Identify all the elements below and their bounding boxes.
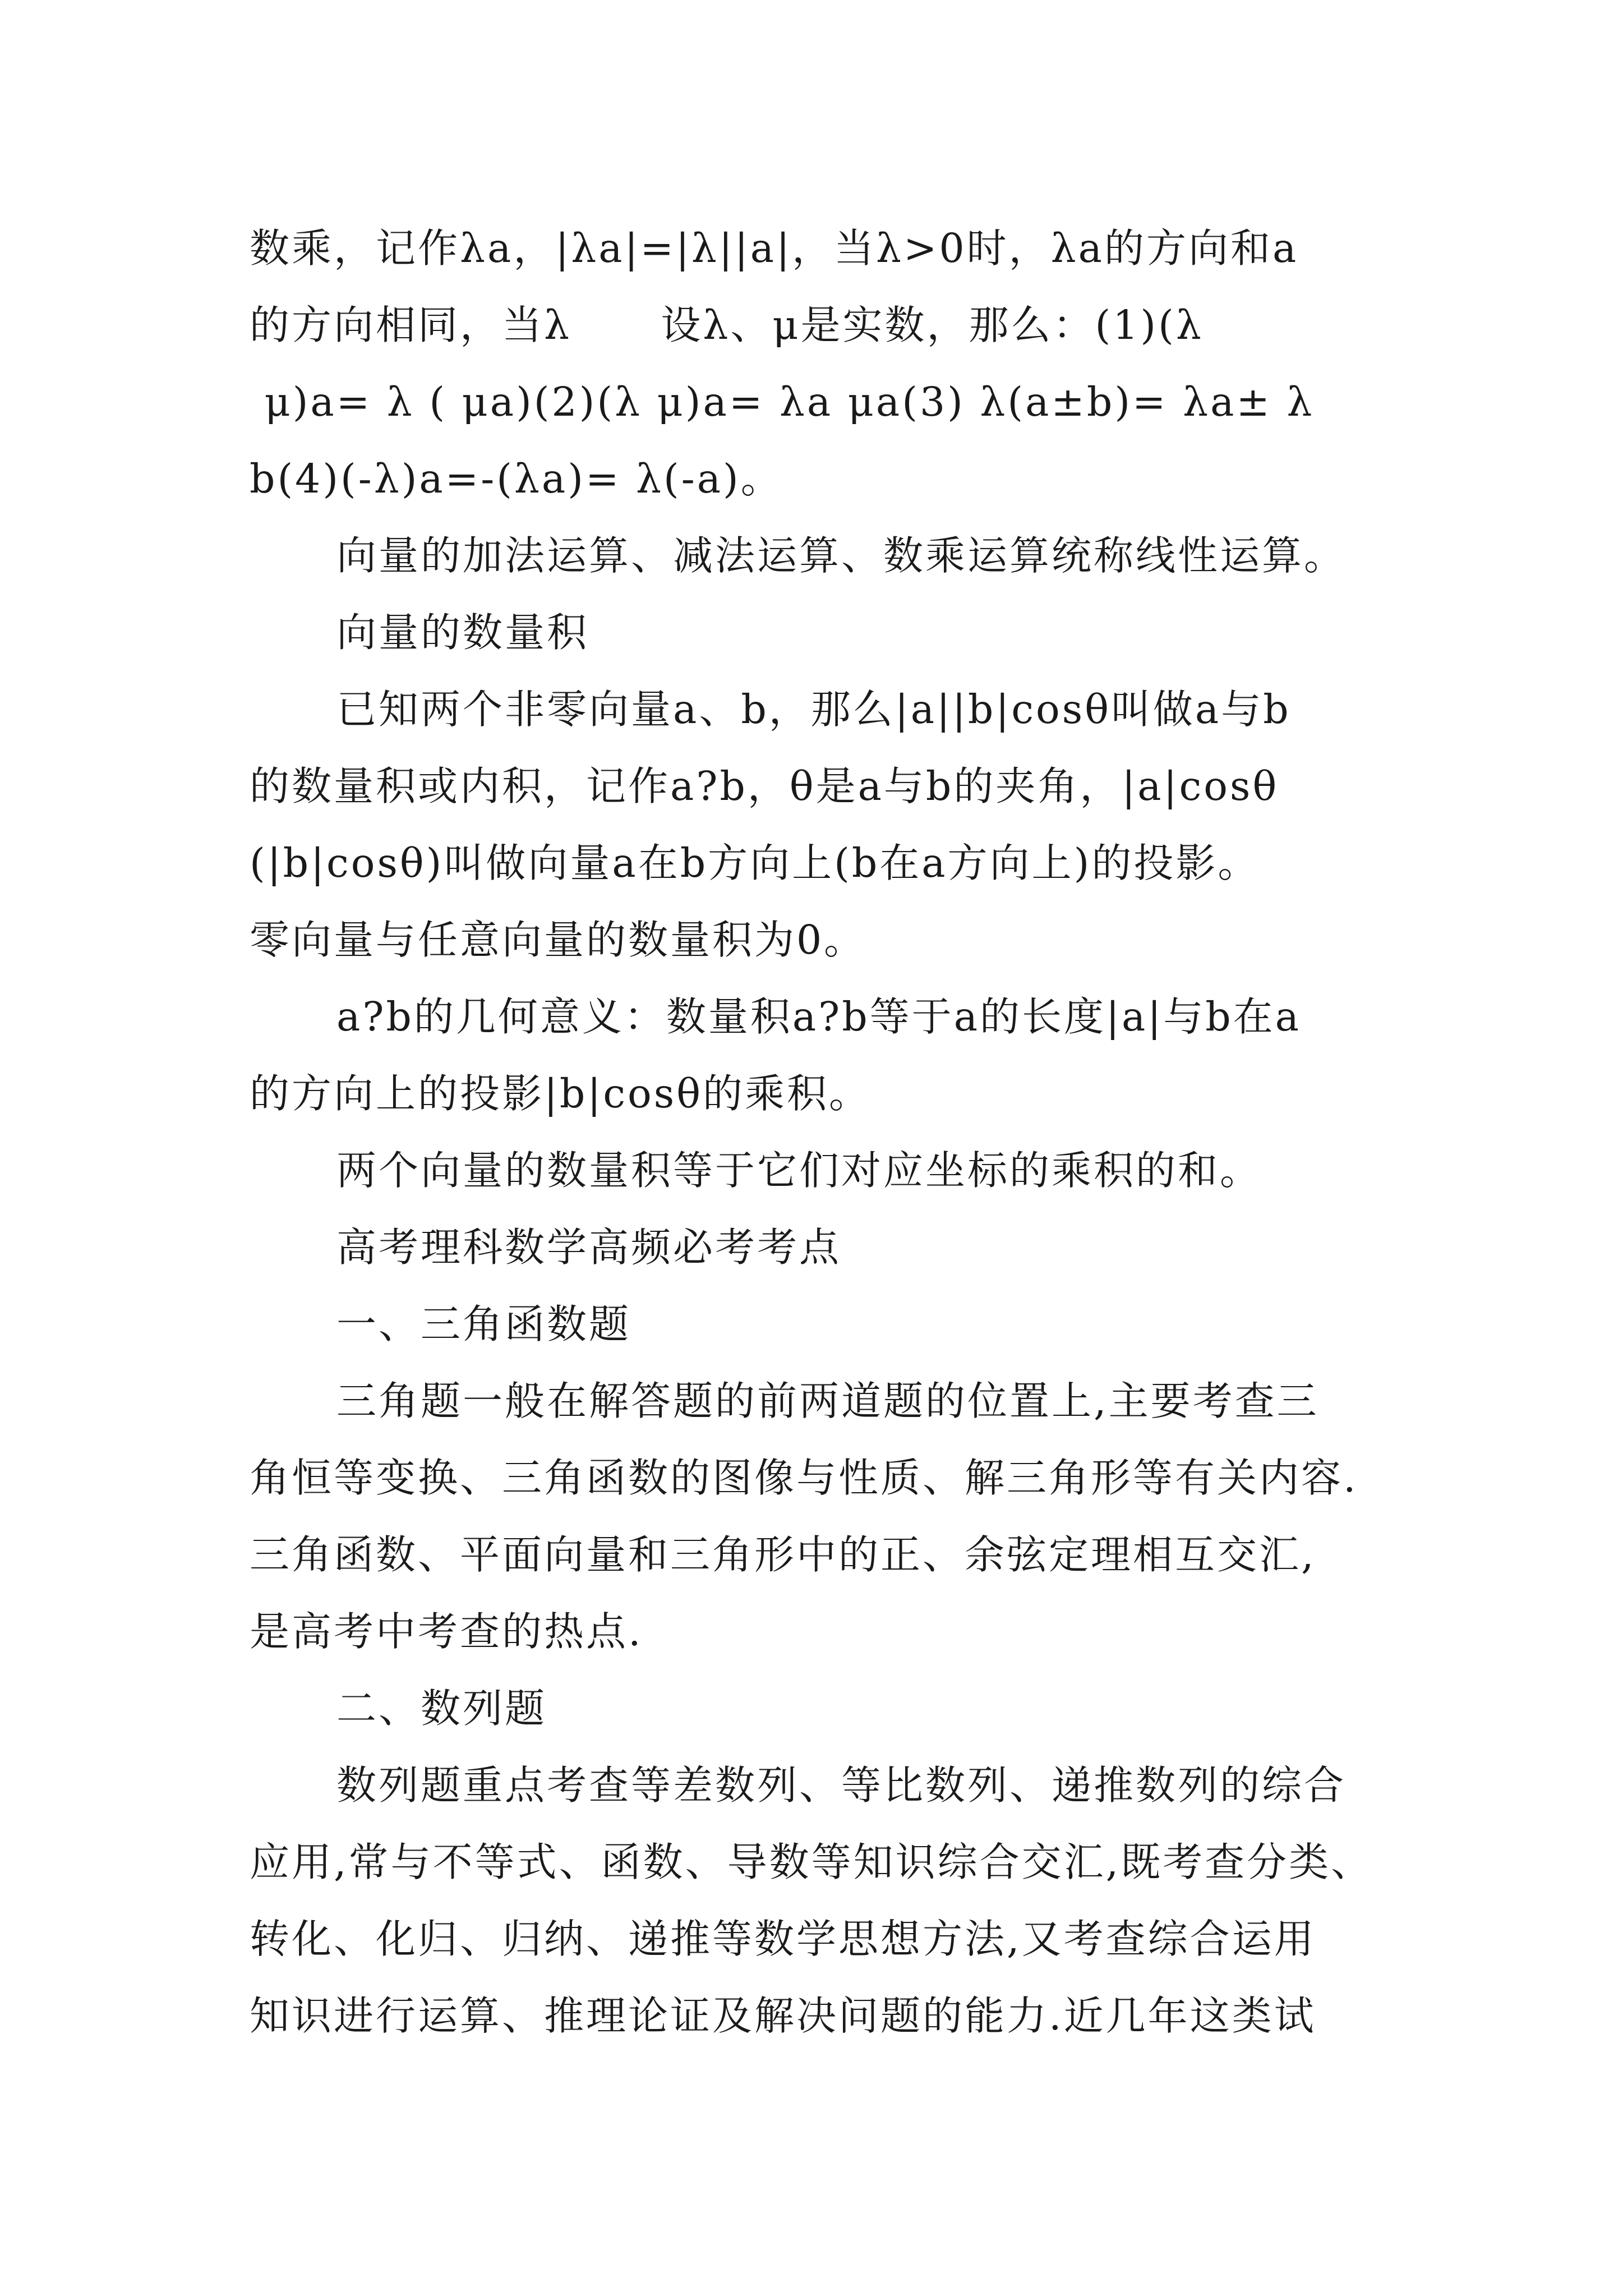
text-line: 是高考中考查的热点. <box>250 1608 643 1655</box>
paragraph-line: 两个向量的数量积等于它们对应坐标的乘积的和。 <box>336 1147 1262 1194</box>
text-line: 的数量积或内积，记作a?b，θ是a与b的夹角，|a|cosθ <box>250 763 1279 809</box>
section-heading: 向量的数量积 <box>336 609 589 656</box>
paragraph-line: 数列题重点考查等差数列、等比数列、递推数列的综合 <box>336 1762 1347 1809</box>
text-line: 零向量与任意向量的数量积为0。 <box>250 917 866 963</box>
text-line: 数乘，记作λa，|λa|=|λ||a|，当λ>0时，λa的方向和a <box>250 225 1299 272</box>
paragraph-line: 已知两个非零向量a、b，那么|a||b|cosθ叫做a与b <box>336 686 1291 733</box>
text-line: 知识进行运算、推理论证及解决问题的能力.近几年这类试 <box>250 1993 1316 2039</box>
text-line: 的方向上的投影|b|cosθ的乘积。 <box>250 1070 871 1117</box>
section-heading: 高考理科数学高频必考考点 <box>336 1224 842 1271</box>
text-line: 角恒等变换、三角函数的图像与性质、解三角形等有关内容. <box>250 1455 1358 1501</box>
text-line: μ)a= λ ( μa)(2)(λ μ)a= λa μa(3) λ(a±b)= λa± λ <box>250 379 1315 425</box>
text-line: 转化、化归、归纳、递推等数学思想方法,又考查综合运用 <box>250 1916 1316 1962</box>
text-line: 三角函数、平面向量和三角形中的正、余弦定理相互交汇, <box>250 1531 1316 1578</box>
text-line: (|b|cosθ)叫做向量a在b方向上(b在a方向上)的投影。 <box>250 840 1260 886</box>
section-heading: 一、三角函数题 <box>336 1301 631 1347</box>
section-heading: 二、数列题 <box>336 1685 547 1732</box>
text-line: 应用,常与不等式、函数、导数等知识综合交汇,既考查分类、 <box>250 1839 1373 1885</box>
paragraph-line: 三角题一般在解答题的前两道题的位置上,主要考查三 <box>336 1378 1319 1424</box>
paragraph-line: 向量的加法运算、减法运算、数乘运算统称线性运算。 <box>336 532 1347 579</box>
text-line: b(4)(-λ)a=-(λa)= λ(-a)。 <box>250 455 783 502</box>
text-line: 的方向相同，当λ 设λ、μ是实数，那么：(1)(λ <box>250 302 1204 348</box>
paragraph-line: a?b的几何意义：数量积a?b等于a的长度|a|与b在a <box>336 993 1301 1040</box>
